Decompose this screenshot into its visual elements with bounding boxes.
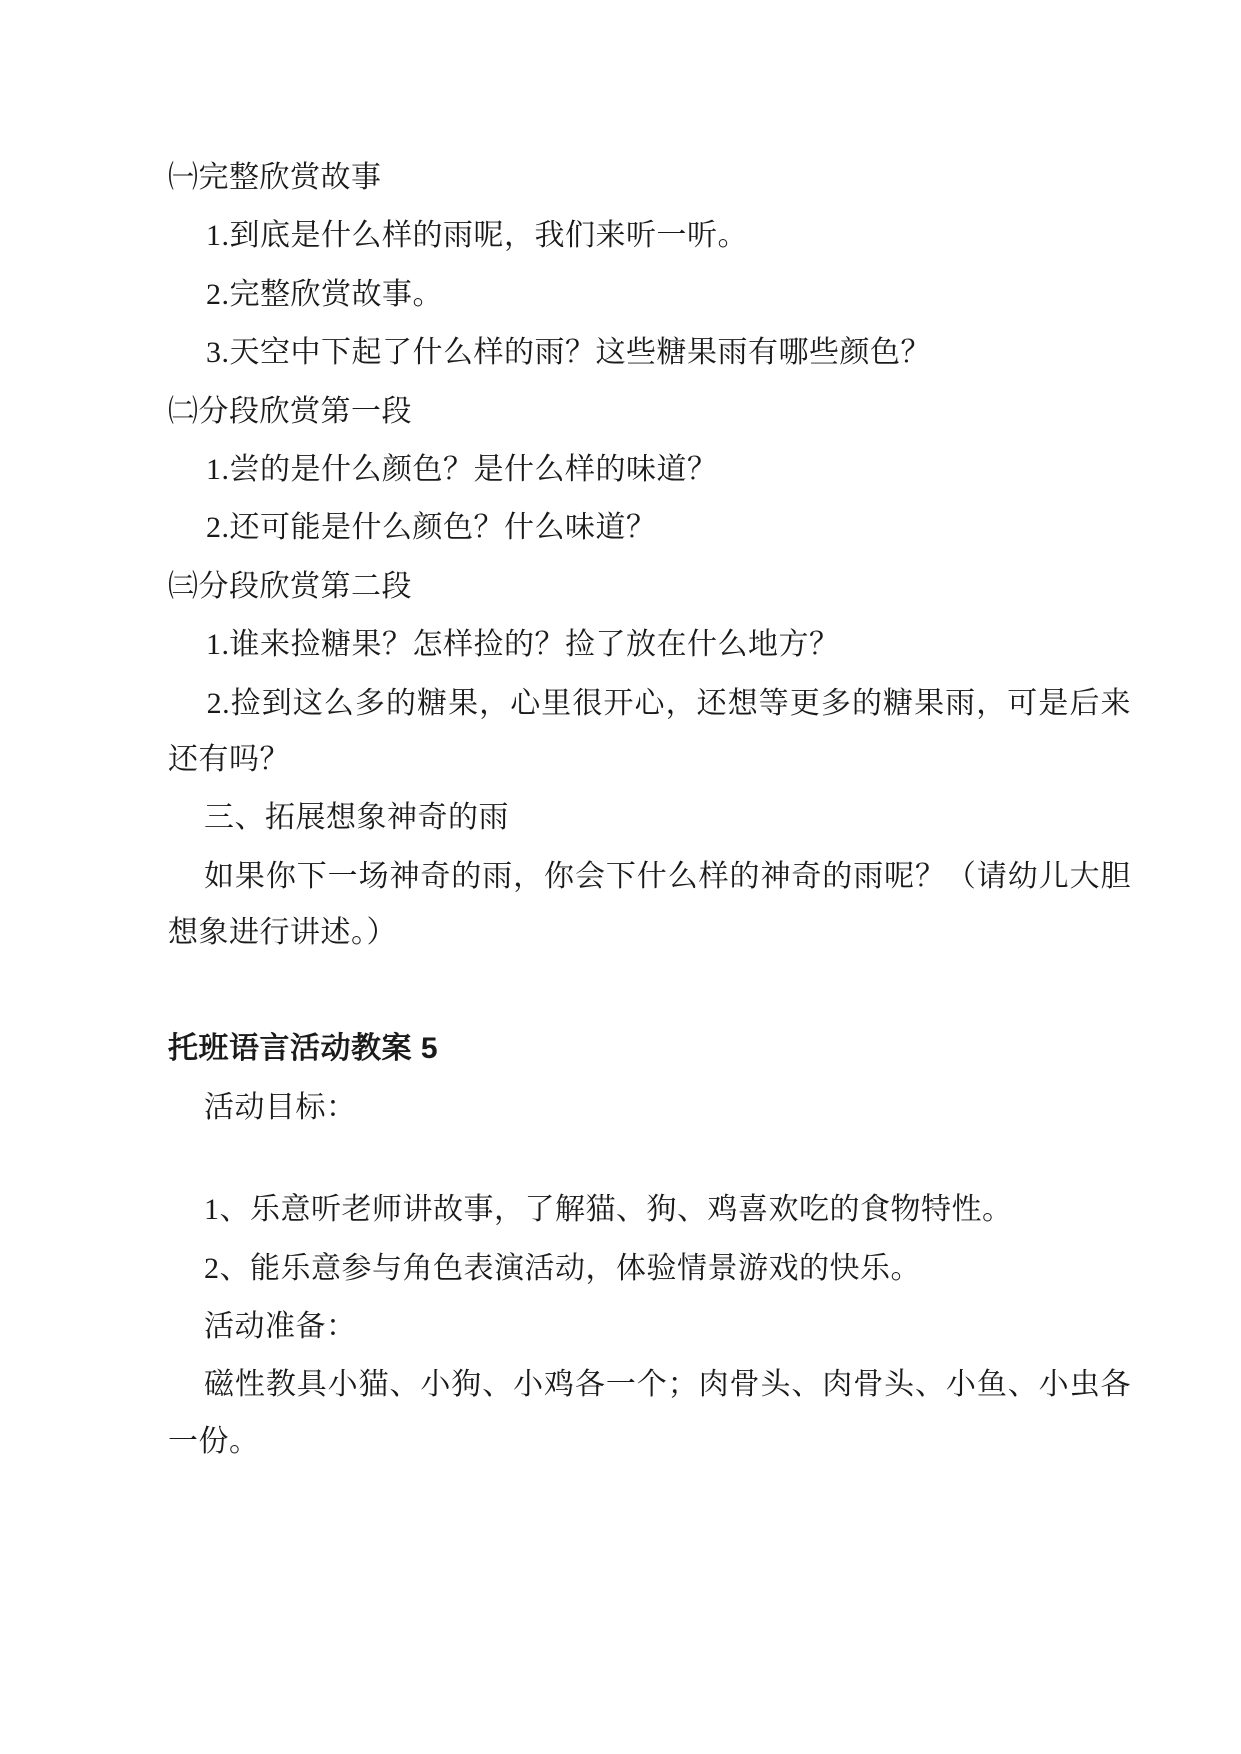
paragraph-objective-1: 1、乐意听老师讲故事，了解猫、狗、鸡喜欢吃的食物特性。: [204, 1193, 1013, 1227]
paragraph-heading-2: ㈡分段欣赏第一段: [168, 394, 412, 428]
paragraph-body-4: 如果你下一场神奇的雨，你会下什么样的神奇的雨呢？（请幼儿大胆想象进行讲述。）: [168, 859, 1131, 950]
paragraph-heading-4: 三、拓展想象神奇的雨: [204, 801, 509, 835]
document-body: [168, 150, 1131, 1470]
paragraph-preparation-body: 磁性教具小猫、小狗、小鸡各一个；肉骨头、肉骨头、小鱼、小虫各一份。: [168, 1368, 1131, 1458]
paragraph-item-1-1: 1.到底是什么样的雨呢，我们来听一听。: [198, 219, 748, 253]
paragraph-heading-3: ㈢分段欣赏第二段: [168, 569, 412, 603]
section-spacer: [168, 963, 1131, 1021]
section-title-lesson-5: 托班语言活动教案 5: [168, 1032, 439, 1066]
paragraph-item-2-2: 2.还可能是什么颜色？什么味道？: [198, 511, 657, 545]
paragraph-heading-1: ㈠完整欣赏故事: [168, 161, 382, 194]
paragraph-objectives-label: 活动目标：: [204, 1090, 357, 1124]
paragraph-item-3-1: 1.谁来捡糖果？怎样捡的？捡了放在什么地方？: [198, 628, 840, 662]
paragraph-objective-2: 2、能乐意参与角色表演活动，体验情景游戏的快乐。: [204, 1251, 921, 1285]
paragraph-spacer: [168, 1138, 1131, 1182]
paragraph-item-2-1: 1.尝的是什么颜色？是什么样的味道？: [198, 452, 718, 486]
paragraph-preparation-label: 活动准备：: [204, 1310, 357, 1344]
paragraph-item-3-2: 2.捡到这么多的糖果，心里很开心，还想等更多的糖果雨，可是后来还有吗？: [168, 686, 1132, 776]
paragraph-item-1-3: 3.天空中下起了什么样的雨？这些糖果雨有哪些颜色？: [198, 336, 931, 370]
paragraph-item-1-2: 2.完整欣赏故事。: [198, 277, 443, 311]
